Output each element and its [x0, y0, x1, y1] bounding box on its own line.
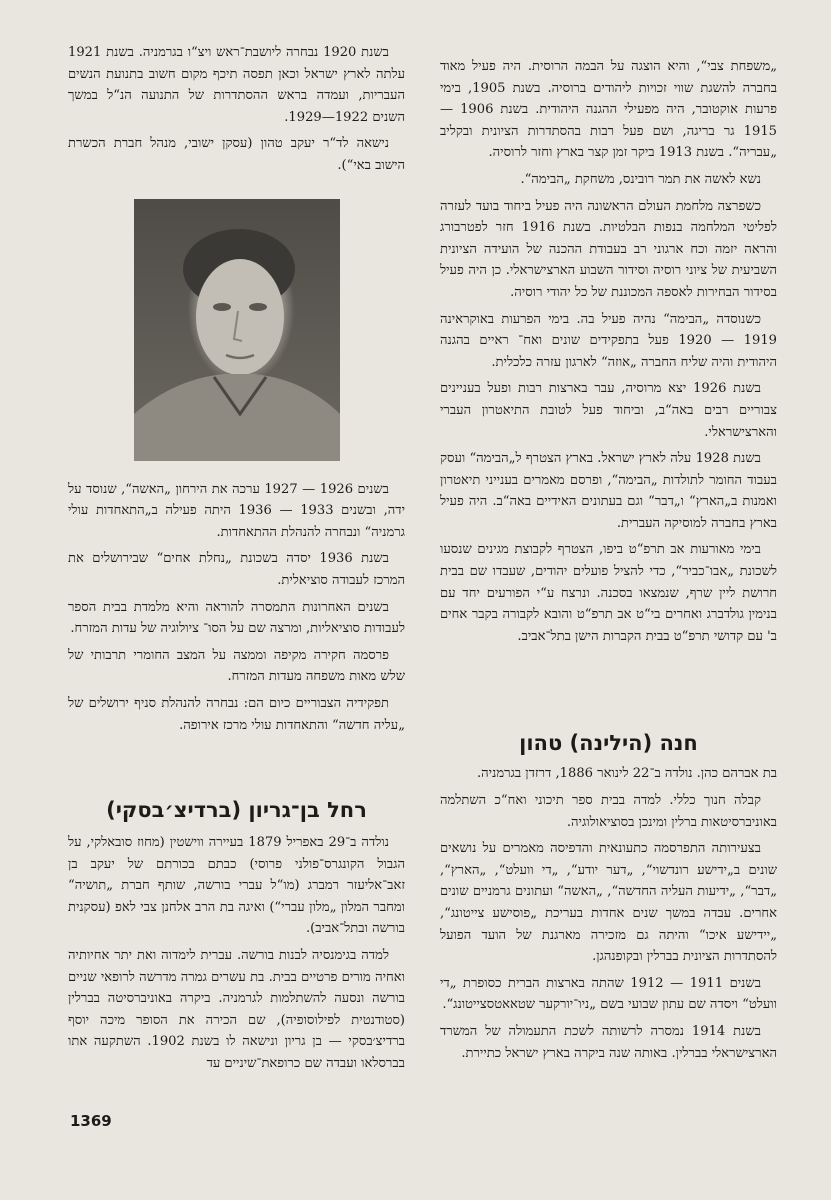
section-heading-rachel-ben-gurion: רחל בן־גריון (ברדיצ׳בסקי): [106, 798, 367, 823]
paragraph: בשנת 1926 יצא מרוסיה, עבר בארצות רבות ופעל בעניינים צבוריים רבים באה“ב, וביחוד פעל לטובת התיאטרון העברי והארצישראלי.: [440, 381, 777, 440]
paragraph: פרסמה חקירה מקיפה וממצה על המצב החומרי תרבותי של שלש מאות משפחה מעדות המזרח.: [68, 647, 405, 685]
paragraph: בשנת 1920 נבחרה ליושבת־ראש ויצ“ו בגרמניה. בשנת 1921 עלתה לארץ ישראל וכאן תפסה תיכף מקום חשוב בתנועת הנשים העבריות, ועמדה בראש ההסתדרות של התנועה הנ“ל במשך השנים 1922—1929.: [68, 45, 405, 125]
section-heading-hanna-thon: חנה (הילינה) טהון: [519, 731, 698, 756]
paragraph: בשנים האחרונות התמסרה להוראה והיא מלמדת בבית הספר לעבודות סוציאליות, ומרצה שם על הסו־ ציולוגיה של עדות המזרח.: [68, 599, 405, 637]
paragraph: „משפחת צבי“, והיא הוצגה על הבמה הרוסית. היה פעיל מאוד בחברה להשגת שווי זכויות ליהודים ברוסיה. בשנת 1905, בימי פרעות אוקטובר, היה מפעילי ההגנה היהודית. בשנת 1906 — 1915 גר בריגה, ושם פעל רבות בהסתדרות הציונית ובקליב „עבריה“. בשנת 1913 ביקר זמן קצר בארץ וחזר לרוסיה.: [440, 59, 778, 161]
paragraph: בשנת 1928 עלה לארץ ישראל. בארץ הצטרף ל„הבימה“ ועסק בעבוד החומר לתולדות „הבימה“, ופרסם מאמרים בענייני תיאטרון ואמנות ב„הארץ“ ו„דבר“ וגם בעתונים האידיים באה“ב. היה פעיל בארץ בחברה למוסיקה העברית.: [440, 451, 777, 531]
paragraph: קבלה חנוך כללי. למדה בבית ספר תיכוני ואח“כ השתלמה באוניברסיטאות ברלין ומינכן בסוציאולוגיה.: [440, 793, 777, 830]
portrait-photo: [134, 199, 340, 461]
paragraph: למדה בגימנסיה לבנות בורשה. עברית לימדוה ואת יתר אחיותיה ואחיה מורים פרטיים בבית. בת עשרים גמרה מדרשה לרופאי שניים בורשה ונסעה להשתלמות לגרמניה. ביקרה באוניברסיטה בברלין (סטודנטית לפילוסופיה), שם הכירה את הסופר מיכה יוסף ברדיצ׳בסקי — בן גריון ונישאה לו בשנת 1902. השתקעה אתו בברסלאו ועבדה שם כרופאת־שיניים עד: [68, 948, 405, 1072]
paragraph: בצעירותה התפרסמה כתעונאית והדפיסה מאמרים על נושאים שונים ב„ידישע רונדשוי“, „דער יודע“, „די וועלט“, „הארץ“, „דבר“, „ידיעות העליה החדשה“, „האשה“ ועתונים גרמניים שונים אחרים. עבדה במשך שנים אחדות בעריכת „פוסישע צייטונג“, „יידישע איכו“ והיתה גם מזכירה מארגנת של הועד הפועל להסתדרות הציונית בברלין ובקופנהגן.: [440, 841, 777, 965]
paragraph: תפקידיה הצבוריים כיום הם: נבחרה להנהלת סניף ירושלים של „עליה חדשה“ והתאחדות עולי מרכז אירופה.: [68, 695, 405, 733]
paragraph: כשנוסדה „הבימה“ נהיה פעיל בה. בימי הפרעות באוקראינה 1919 — 1920 פעל בתפקידים שונים ואח־ ראיים בהגנה היהודית והיה שליח החברה „אוזה“ לארגון עזרה כלכלית.: [440, 311, 777, 370]
left-column: [68, 42, 405, 1080]
paragraph: בימי מאורעות אב תרפ“ט ביפו, הצטרף לקבוצת מגינים שנסעו לשכונת „אבו־כביר“, כדי להציל פועלים יהודים, שעבדו שם בבית חרושת ליין שרף, שנמצאו בסכנה. ונרצח ע“י הפורעים יחד עם בנימין גולדברג ואחרים בי“ט אב תרפ“ט והובא לקבורה בקבר אחים ב' עם קדושי תרפ“ט בבית הקברות הישן בתל־אביב.: [440, 542, 777, 644]
portrait-illustration: [134, 199, 340, 461]
right-column: [440, 56, 777, 1069]
paragraph: נולדה ב־29 באפריל 1879 בעיירה ווישטין (מחוז סובאלקי, על הגבול הקונגרס־פולני פרוסי) כבתם בכורתם של יעקב בן זאב־אליעזר רמברג (מו“ל עברי בורשה, שותף חברת „תושיה“ ומחבר המלון „מלון עברי“) ואיגה בת הרב אלחנן צבי לאפ (עסקנית בורשה ובתל־אביב).: [68, 835, 405, 937]
paragraph: בת אברהם כהן. נולדה ב־22 לינואר 1886, דרזדן בגרמניה.: [476, 766, 777, 782]
paragraph: בשנת 1936 יסדה בשכונת „נחלת אחים“ שבירושלים את המרכז לעבודה סוציאלית.: [68, 551, 405, 588]
page-number: 1369: [70, 1112, 112, 1130]
paragraph: בשנים 1926 — 1927 ערכה את הירחון „האשה“, שנוסד על ידה, ובשנים 1933 — 1936 היתה פעילה ב„התאחדות עולי גרמניה“ ונבחרה להנהלת ההתאחדות.: [68, 481, 405, 540]
paragraph: בשנים 1911 — 1912 שהתה בארצות הברית כסופרת „די וועלט“ ויסדה שם עתון שבועי בשם „ניו־יורקער שטאאטסצייטונג“.: [440, 975, 777, 1013]
paragraph: כשפרצה מלחמת העולם הראשונה היה פעיל ביחוד בועד לעזרה לפליטי המלחמה בנפות הבלטיות. בשנת 1916 חזר לפטרבורג והראה יזמה וכח ארגוני רב בעבודת ההכנה של הועידה הציונית השביעית של ציוני רוסיה וסידור השבוע הארצישראלי. כן היה פעיל בסידור הבחירות לאספה המכוננת של כל יהודי רוסיה.: [440, 198, 777, 300]
paragraph: בשנת 1914 נמסרה לרשותה לשכת התעמולה של המשרד הארצישראלי בברלין. באותה שנה ביקרה בארץ ישראל כתיירת.: [440, 1023, 777, 1061]
paragraph: נשא לאשה את תמר רובינס, משחקת „הבימה“.: [520, 171, 761, 187]
paragraph: נישאה לד“ר יעקב טהון (עסקן ישובי, מנהל חברת הכשרת הישוב באי“).: [68, 136, 405, 173]
